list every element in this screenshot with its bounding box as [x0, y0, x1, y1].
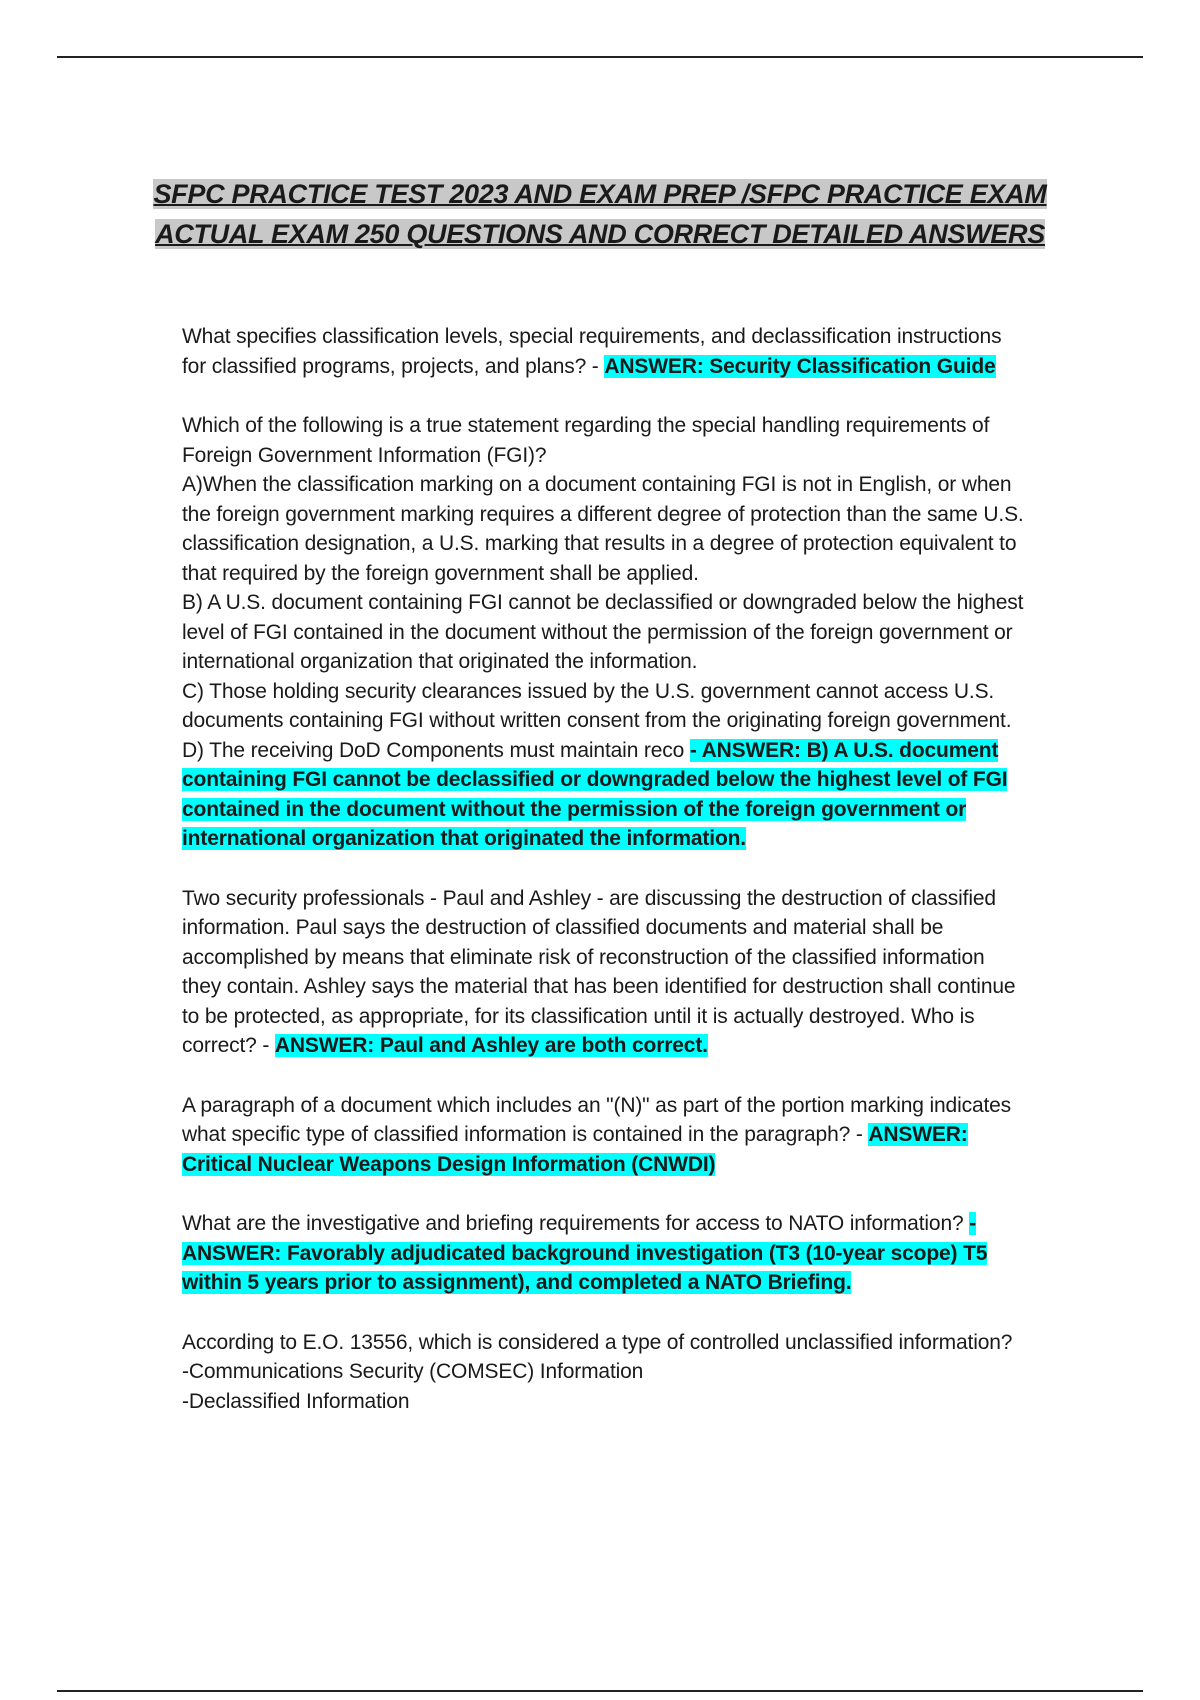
header-rule — [57, 56, 1143, 58]
footer-rule — [57, 1690, 1143, 1692]
option-2: -Declassified Information — [182, 1389, 410, 1413]
answer-highlight: ANSWER: Critical Nuclear Weapons Design Information (CNWDI) — [182, 1123, 968, 1176]
document-title-text: SFPC PRACTICE TEST 2023 AND EXAM PREP /SFPC PRACTICE EXAM ACTUAL EXAM 250 QUESTIONS AND CORRECT DETAILED ANSWERS — [153, 179, 1047, 249]
answer-highlight: - ANSWER: Favorably adjudicated background investigation (T3 (10-year scope) T5 within 5 years prior to assignment), and completed a NATO Briefing. — [182, 1212, 988, 1294]
qa-item-4 — [182, 1091, 1024, 1180]
qa-item-3 — [182, 884, 1024, 1061]
answer-highlight: - ANSWER: B) A U.S. document containing FGI cannot be declassified or downgraded below the highest level of FGI contained in the document without the permission of the foreign government or international organization that originated the information. — [182, 738, 1008, 850]
qa-item-5 — [182, 1209, 1024, 1298]
option-1: -Communications Security (COMSEC) Information — [182, 1360, 644, 1383]
question-text: Two security professionals - Paul and Ashley - are discussing the destruction of classified information. Paul says the destruction of classified documents and material shall be accomplished by means that eliminate risk of reconstruction of the classified information they contain. Ashley says the material that has been identified for destruction shall continue to be protected, as appropriate, for its classification until it is actually destroyed. Who is correct? - — [182, 886, 1016, 1057]
question-text: Which of the following is a true statement regarding the special handling requirements of Foreign Government Information (FGI)? — [182, 414, 990, 467]
option-a: A)When the classification marking on a document containing FGI is not in English, or when the foreign government marking requires a different degree of protection than the same U.S. classification designation, a U.S. marking that results in a degree of protection equivalent to that required by the foreign government shall be applied. — [182, 473, 1024, 585]
document-title — [150, 174, 1050, 254]
question-text: What specifies classification levels, special requirements, and declassification instructions for classified programs, projects, and plans? - — [182, 325, 1002, 378]
option-d: D) The receiving DoD Components must maintain reco — [182, 738, 690, 762]
answer-highlight: ANSWER: Paul and Ashley are both correct. — [274, 1034, 708, 1057]
option-b: B) A U.S. document containing FGI cannot be declassified or downgraded below the highest level of FGI contained in the document without the permission of the foreign government or international organization that originated the information. — [182, 591, 1024, 673]
question-text: A paragraph of a document which includes an "(N)" as part of the portion marking indicates what specific type of classified information is contained in the paragraph? - — [182, 1093, 1012, 1146]
answer-highlight: ANSWER: Security Classification Guide — [604, 354, 996, 378]
qa-item-2 — [182, 411, 1024, 854]
option-c: C) Those holding security clearances issued by the U.S. government cannot access U.S. documents containing FGI without written consent from the originating foreign government. — [182, 679, 1012, 732]
qa-item-6 — [182, 1328, 1024, 1417]
document-body — [182, 322, 1024, 1446]
qa-item-1 — [182, 322, 1024, 381]
question-text: What are the investigative and briefing requirements for access to NATO information? — [182, 1212, 970, 1235]
question-text: According to E.O. 13556, which is considered a type of controlled unclassified information? — [182, 1330, 1013, 1354]
